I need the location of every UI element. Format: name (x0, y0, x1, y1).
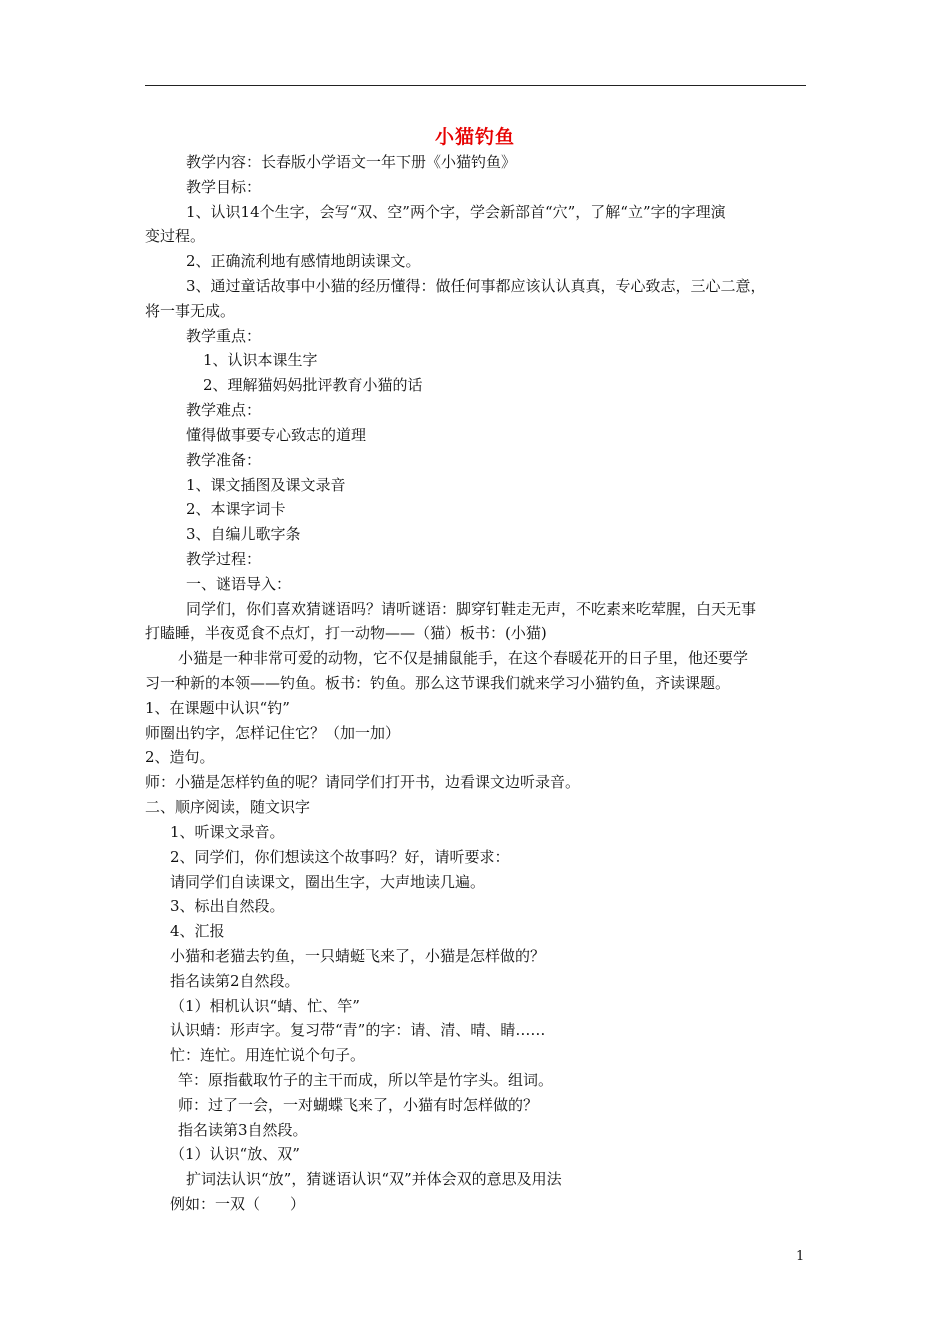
text-line: 扩词法认识“放”，猜谜语认识“双”并体会双的意思及用法 (186, 1170, 562, 1188)
text-line: 教学过程： (186, 550, 262, 568)
text-line: 二、顺序阅读，随文识字 (145, 798, 311, 816)
text-line: 2、造句。 (145, 748, 215, 766)
text-line: 2、正确流利地有感情地朗读课文。 (186, 252, 421, 270)
text-line: （1）相机认识“蜻、忙、竿” (170, 997, 360, 1015)
text-line: 1、课文插图及课文录音 (186, 476, 346, 494)
text-line: 请同学们自读课文，圈出生字，大声地读几遍。 (170, 873, 486, 891)
document-title: 小猫钓鱼 (434, 126, 515, 148)
page-number: 1 (796, 1249, 805, 1264)
text-line: 竿：原指截取竹子的主干而成，所以竿是竹字头。组词。 (178, 1071, 554, 1089)
text-line: （1）认识“放、双” (170, 1145, 300, 1163)
text-line: 2、同学们，你们想读这个故事吗？好，请听要求： (170, 848, 510, 866)
text-line: 同学们，你们喜欢猜谜语吗？请听谜语：脚穿钉鞋走无声，不吃素来吃荤腥，白天无事 (186, 600, 757, 618)
text-line: 指名读第2自然段。 (170, 972, 300, 990)
text-line: 师：小猫是怎样钓鱼的呢？请同学们打开书，边看课文边听录音。 (145, 773, 581, 791)
text-line: 例如：一双（ ） (170, 1195, 306, 1213)
text-line: 认识蜻：形声字。复习带“青”的字：请、清、晴、睛…… (170, 1021, 546, 1039)
text-line: 小猫是一种非常可爱的动物，它不仅是捕鼠能手，在这个春暖花开的日子里，他还要学 (178, 649, 749, 667)
text-line: 教学准备： (186, 451, 262, 469)
text-line: 忙：连忙。用连忙说个句子。 (170, 1046, 366, 1064)
text-line: 变过程。 (145, 227, 206, 245)
text-line: 2、本课字词卡 (186, 500, 286, 518)
text-line: 3、标出自然段。 (170, 897, 285, 915)
text-line: 2、理解猫妈妈批评教育小猫的话 (203, 376, 423, 394)
text-line: 教学难点： (186, 401, 262, 419)
text-line: 教学重点： (186, 327, 262, 345)
text-line: 教学目标： (186, 178, 262, 196)
text-line: 1、认识本课生字 (203, 351, 318, 369)
text-line: 1、听课文录音。 (170, 823, 285, 841)
text-line: 指名读第3自然段。 (178, 1121, 308, 1139)
text-line: 小猫和老猫去钓鱼，一只蜻蜓飞来了，小猫是怎样做的？ (170, 947, 546, 965)
text-line: 4、汇报 (170, 922, 225, 940)
text-line: 习一种新的本领——钓鱼。板书：钓鱼。那么这节课我们就来学习小猫钓鱼，齐读课题。 (145, 674, 731, 692)
text-line: 1、在课题中认识“钓” (145, 699, 290, 717)
text-line: 懂得做事要专心致志的道理 (186, 426, 367, 444)
text-line: 一、谜语导入： (186, 575, 292, 593)
text-line: 师：过了一会，一对蝴蝶飞来了，小猫有时怎样做的？ (178, 1096, 539, 1114)
text-line: 3、自编儿歌字条 (186, 525, 301, 543)
text-line: 1、认识14个生字，会写“双、空”两个字，学会新部首“穴”，了解“立”字的字理演 (186, 203, 726, 221)
text-line: 3、通过童话故事中小猫的经历懂得：做任何事都应该认认真真，专心致志，三心二意， (186, 277, 766, 295)
text-line: 教学内容：长春版小学语文一年下册《小猫钓鱼》 (186, 153, 517, 171)
text-line: 将一事无成。 (145, 302, 236, 320)
header-rule (145, 85, 806, 86)
text-line: 师圈出钓字，怎样记住它？（加一加） (145, 724, 401, 742)
text-line: 打瞌睡，半夜觅食不点灯，打一动物——（猫）板书：(小猫) (145, 624, 547, 642)
